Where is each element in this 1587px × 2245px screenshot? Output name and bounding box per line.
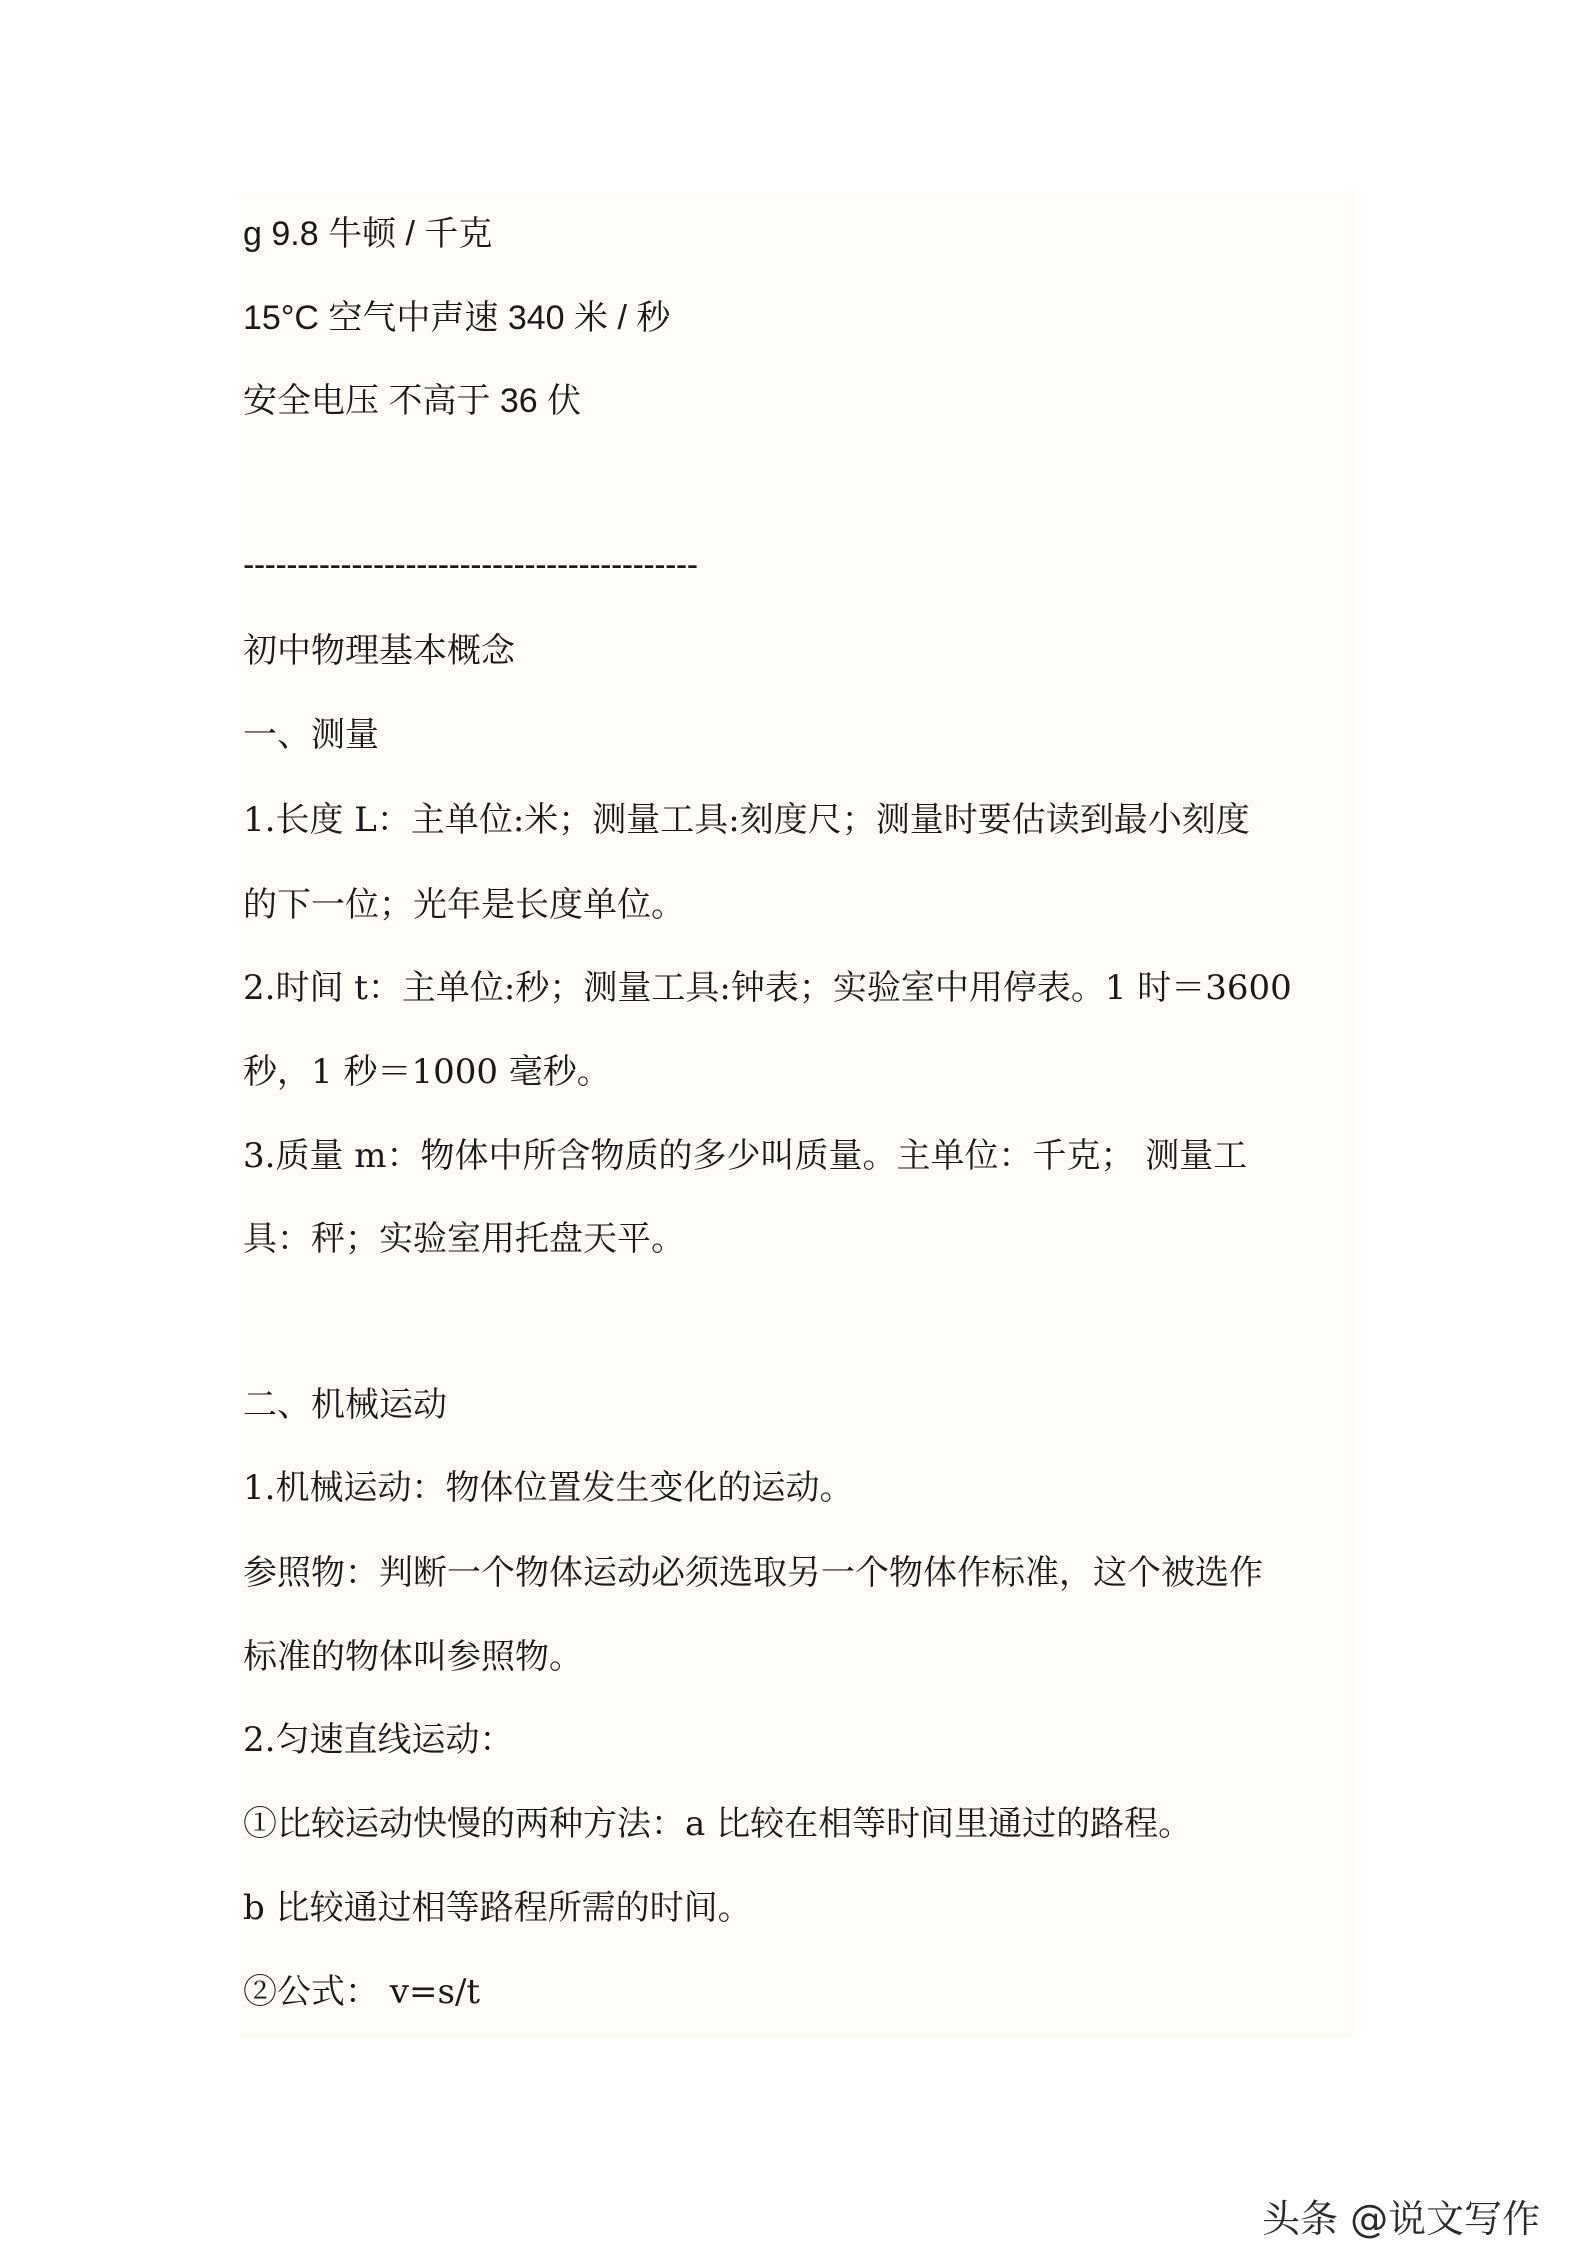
- text-line-mass-2: 具：秤；实验室用托盘天平。: [243, 1219, 685, 1259]
- divider-line: ------------------------------------------: [243, 546, 698, 584]
- text-line-compare-1: ①比较运动快慢的两种方法：a 比较在相等时间里通过的路程。: [243, 1804, 1193, 1844]
- text-line-mass-1: 3.质量 m：物体中所含物质的多少叫质量。主单位：千克； 测量工: [243, 1136, 1248, 1176]
- heading-mechanical-motion: 二、机械运动: [243, 1385, 447, 1425]
- heading-measurement: 一、测量: [243, 715, 379, 755]
- text-line-sound-speed: 15°C 空气中声速 340 米 / 秒: [243, 299, 671, 337]
- text-line-length-2: 的下一位；光年是长度单位。: [243, 885, 685, 925]
- text-line-uniform-motion: 2.匀速直线运动：: [243, 1720, 514, 1760]
- section-heading: 初中物理基本概念: [243, 631, 515, 671]
- text-line-reference-2: 标准的物体叫参照物。: [243, 1637, 583, 1677]
- document-page: [240, 192, 1355, 2037]
- text-line-compare-2: b 比较通过相等路程所需的时间。: [243, 1888, 752, 1928]
- text-line-safe-voltage: 安全电压 不高于 36 伏: [243, 382, 582, 420]
- watermark: 头条 @说文写作: [1262, 2197, 1541, 2241]
- text-line-length-1: 1.长度 L：主单位:米；测量工具:刻度尺；测量时要估读到最小刻度: [243, 800, 1250, 840]
- text-line-gravity: g 9.8 牛顿 / 千克: [243, 215, 493, 253]
- text-line-reference-1: 参照物：判断一个物体运动必须选取另一个物体作标准，这个被选作: [243, 1553, 1263, 1593]
- text-line-formula: ②公式： v=s/t: [243, 1972, 481, 2012]
- text-line-time-1: 2.时间 t：主单位:秒；测量工具:钟表；实验室中用停表。1 时＝3600: [243, 968, 1292, 1008]
- text-line-time-2: 秒，1 秒＝1000 毫秒。: [243, 1052, 611, 1092]
- text-line-motion-def: 1.机械运动：物体位置发生变化的运动。: [243, 1468, 854, 1508]
